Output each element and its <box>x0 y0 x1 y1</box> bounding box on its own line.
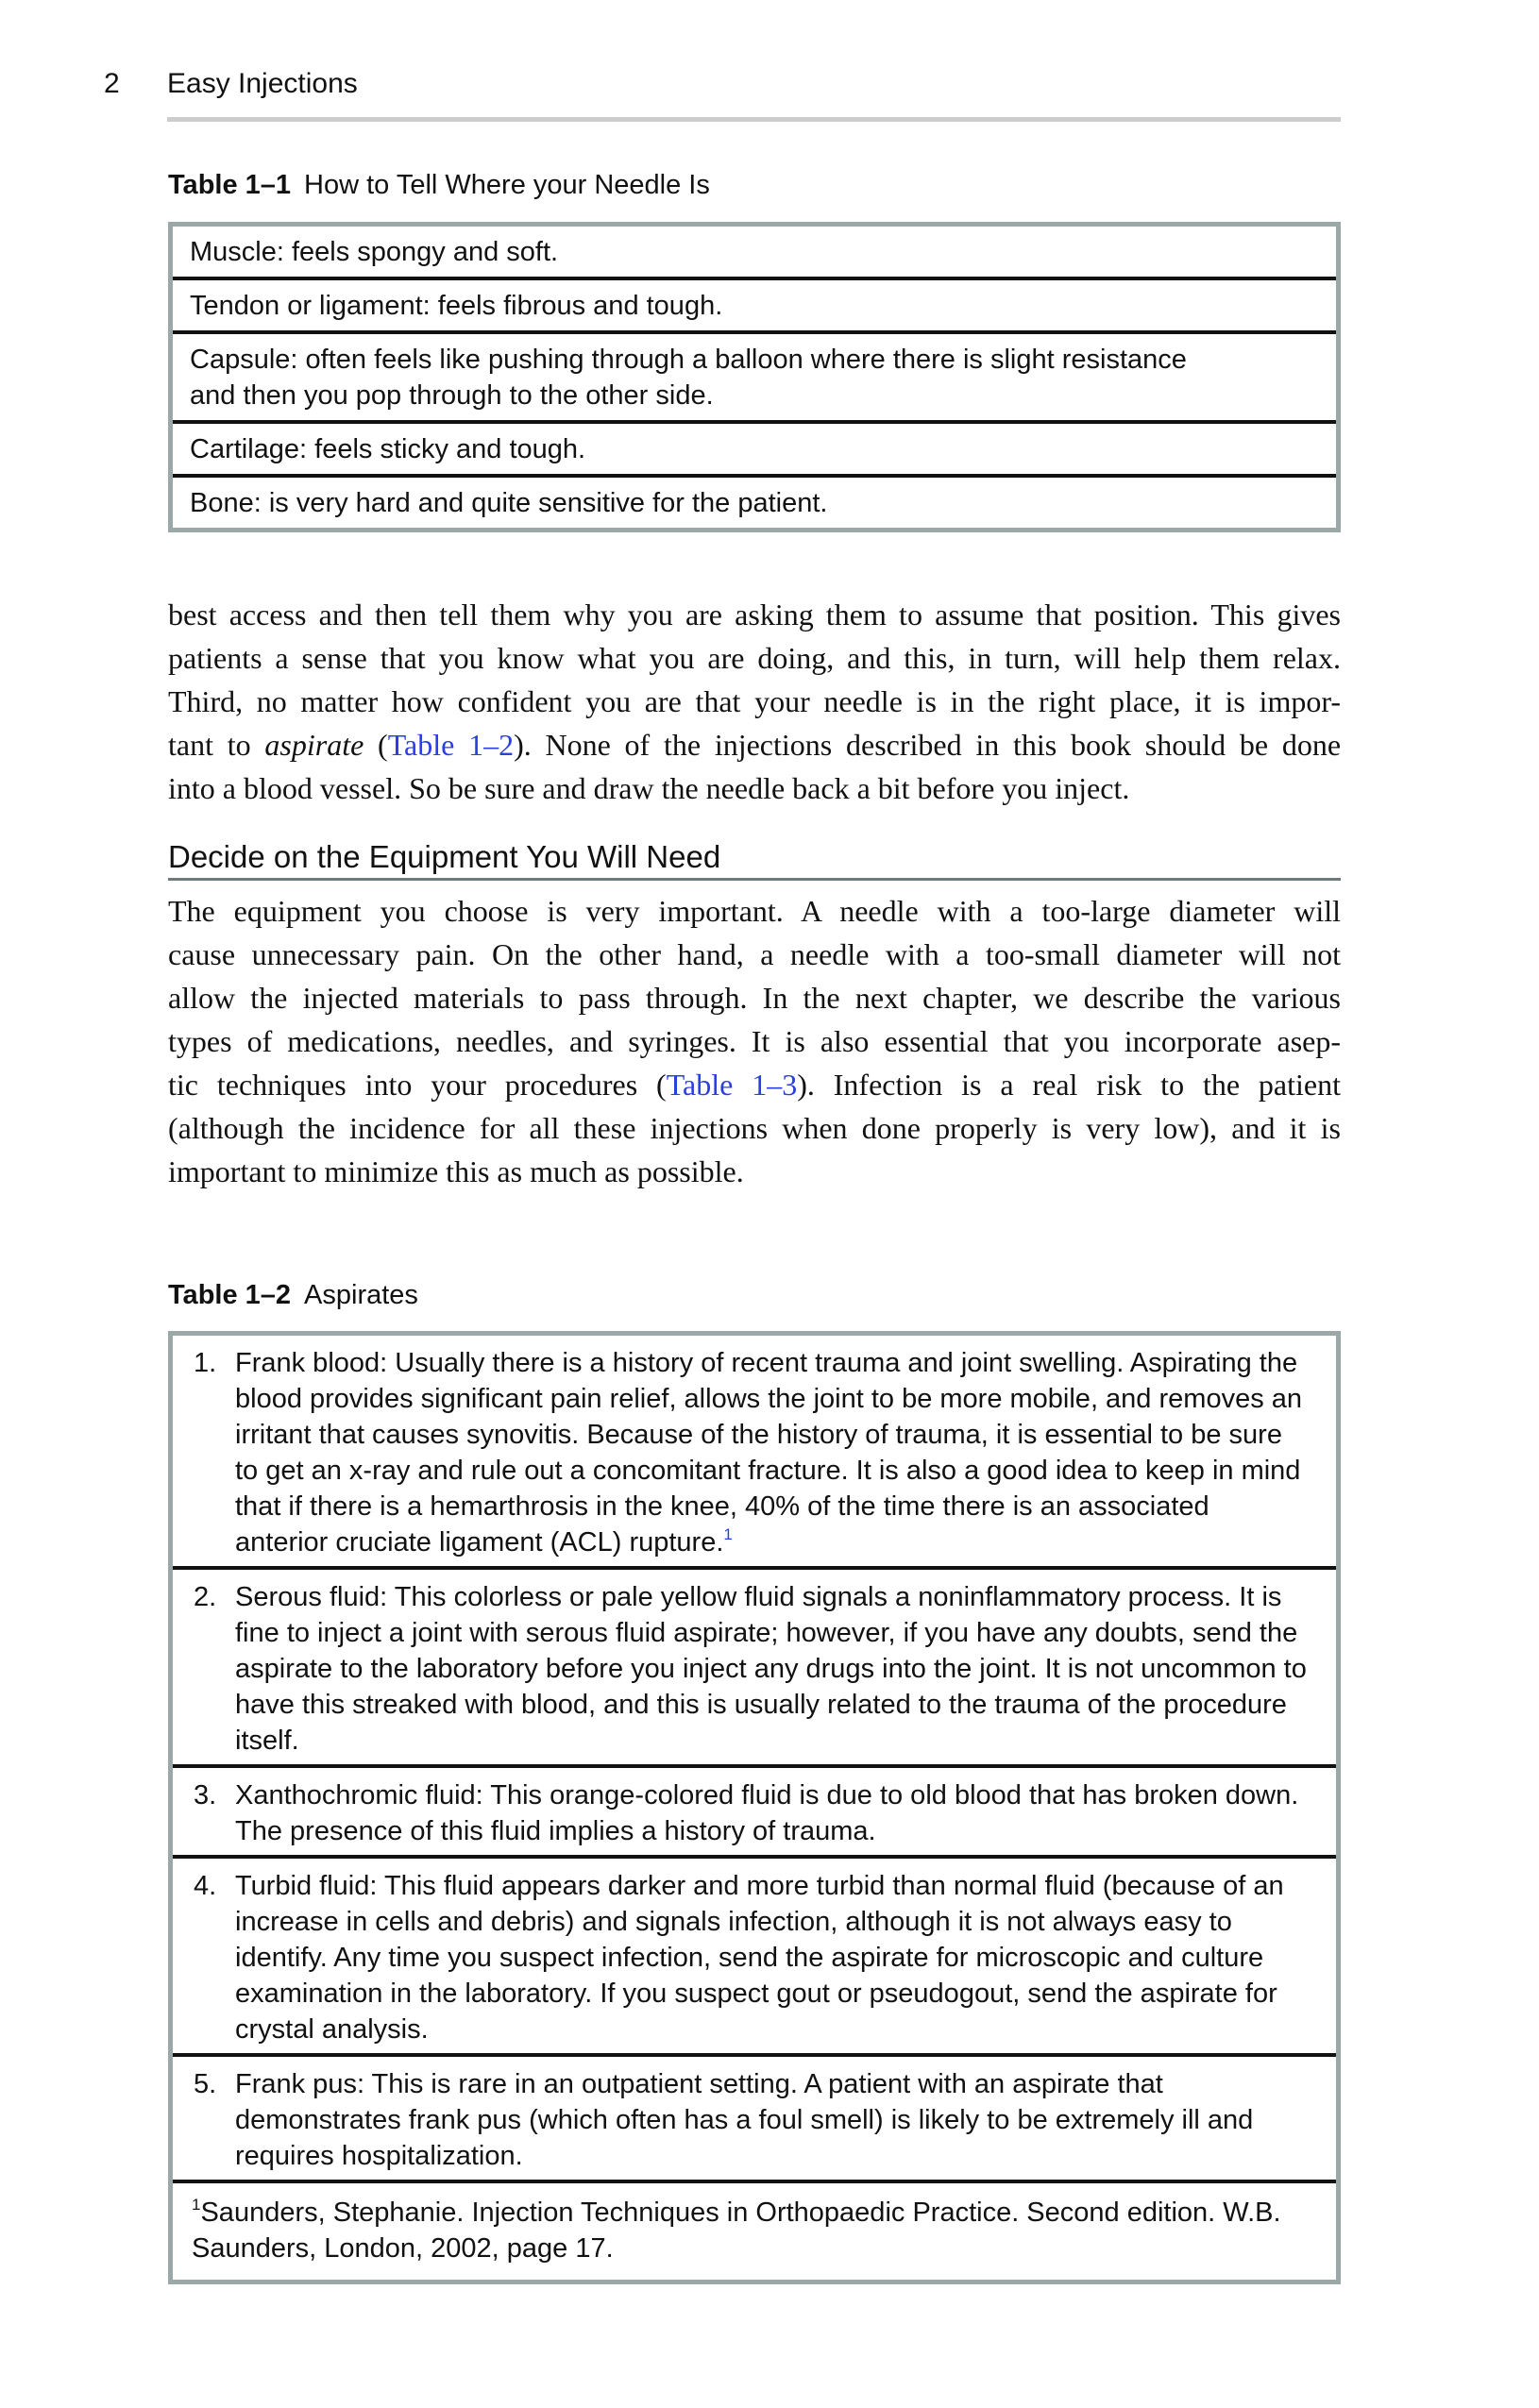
table-footnote <box>173 2180 1336 2280</box>
table-row <box>173 2053 1336 2180</box>
item-number: 2. <box>194 1582 217 1612</box>
table-row <box>173 1336 1336 1566</box>
text-line: allow the injected materials to pass through. In the next chapter, we describe the various <box>168 981 1341 1015</box>
running-head <box>0 68 1539 106</box>
text-line: patients a sense that you know what you are doing, and this, in turn, will help them relax. <box>168 641 1341 675</box>
running-title: Easy Injections <box>167 68 358 99</box>
table-1-2 <box>168 1331 1341 2284</box>
item-number: 5. <box>194 2069 217 2099</box>
table-row <box>173 1855 1336 2053</box>
item-text-body: Frank blood: Usually there is a history of recent trauma and joint swelling. Aspirating the blood provides significant pain relief, allows the joint to be more mobile, and removes an irritant that causes synovitis. Because of the history of trauma, it is essential to be sure to get an x-ray and rule out a concomitant fracture. It is also a good idea to keep in mind that if there is a hemarthrosis in the knee, 40% of the time there is an associated anterior cruciate ligament (ACL) rupture. <box>235 1348 1303 1558</box>
text-line: into a blood vessel. So be sure and draw the needle back a bit before you inject. <box>168 771 1130 805</box>
text-line: important to minimize this as much as possible. <box>168 1154 744 1188</box>
text-line: (although the incidence for all these injections when done properly is very low), and it is <box>168 1111 1341 1145</box>
text-line: types of medications, needles, and syringes. It is also essential that you incorporate asep- <box>168 1024 1341 1058</box>
table-1-1-title: How to Tell Where your Needle Is <box>304 170 710 200</box>
table-row <box>173 1566 1336 1764</box>
table-row <box>173 1764 1336 1855</box>
footnote-ref-link[interactable]: 1 <box>723 1525 733 1543</box>
table-1-1-caption <box>168 170 710 201</box>
header-rule <box>167 117 1341 122</box>
item-text <box>235 1345 1319 1560</box>
table-row: Capsule: often feels like pushing through a balloon where there is slight resistance and then you pop through to the other side. <box>173 330 1336 420</box>
text-line <box>168 723 1341 766</box>
table-1-2-label: Table 1–2 <box>168 1280 292 1310</box>
table-row: Muscle: feels spongy and soft. <box>190 237 559 267</box>
text-run: tant to <box>168 728 265 762</box>
table-row: Tendon or ligament: feels fibrous and tough. <box>173 277 1336 330</box>
item-number: 4. <box>194 1871 217 1901</box>
table-row: Cartilage: feels sticky and tough. <box>173 420 1336 474</box>
table-1-3-link[interactable]: Table 1–3 <box>666 1068 798 1102</box>
item-number: 3. <box>194 1780 217 1810</box>
footnote-marker: 1 <box>192 2196 201 2214</box>
footnote-text: Saunders, Stephanie. Injection Techniques in Orthopaedic Practice. Second edition. W.B. Saunders, London, 2002, page 17. <box>192 2198 1281 2264</box>
text-line: The equipment you choose is very important. A needle with a too-large diameter will <box>168 894 1341 928</box>
text-run: ). Infection is a real risk to the patient <box>797 1068 1342 1102</box>
table-1-2-link[interactable]: Table 1–2 <box>387 728 515 762</box>
text-line: cause unnecessary pain. On the other hand, a needle with a too-small diameter will not <box>168 937 1341 971</box>
item-text: Serous fluid: This colorless or pale yellow fluid signals a noninflammatory process. It is fine to inject a joint with serous fluid aspirate; however, if you have any doubts, send the aspirate to the laboratory before you inject any drugs into the joint. It is not uncommon to have this streaked with blood, and this is usually related to the trauma of the procedure itself. <box>235 1582 1307 1756</box>
text-run: ). None of the injections described in this book should be done <box>514 728 1342 762</box>
table-1-2-title: Aspirates <box>304 1280 418 1310</box>
item-number: 1. <box>194 1348 217 1378</box>
section-heading: Decide on the Equipment You Will Need <box>168 838 1341 881</box>
body-paragraph-1 <box>168 593 1341 810</box>
table-1-2-caption <box>168 1280 418 1311</box>
table-1-1 <box>168 222 1341 532</box>
text-line: Third, no matter how confident you are that your needle is in the right place, it is impor- <box>168 684 1341 718</box>
table-1-1-label: Table 1–1 <box>168 170 292 200</box>
emphasis-aspirate: aspirate <box>264 728 364 762</box>
page-number: 2 <box>104 68 120 99</box>
table-row: Bone: is very hard and quite sensitive for the patient. <box>173 474 1336 528</box>
text-line: best access and then tell them why you are asking them to assume that position. This gives <box>168 598 1341 631</box>
item-text: Frank pus: This is rare in an outpatient setting. A patient with an aspirate that demonstrates frank pus (which often has a foul smell) is likely to be extremely ill and requires hospitalization. <box>235 2069 1254 2171</box>
item-text: Xanthochromic fluid: This orange-colored fluid is due to old blood that has broken down. The presence of this fluid implies a history of trauma. <box>235 1780 1299 1846</box>
body-paragraph-2 <box>168 889 1341 1193</box>
item-text: Turbid fluid: This fluid appears darker and more turbid than normal fluid (because of an increase in cells and debris) and signals infection, although it is not always easy to identify. Any time you suspect infection, send the aspirate for microscopic and culture examination in the laboratory. If you suspect gout or pseudogout, send the aspirate for crystal analysis. <box>235 1871 1284 2045</box>
text-run: tic techniques into your procedures ( <box>168 1068 667 1102</box>
text-run: ( <box>364 728 388 762</box>
text-line <box>168 1063 1341 1106</box>
